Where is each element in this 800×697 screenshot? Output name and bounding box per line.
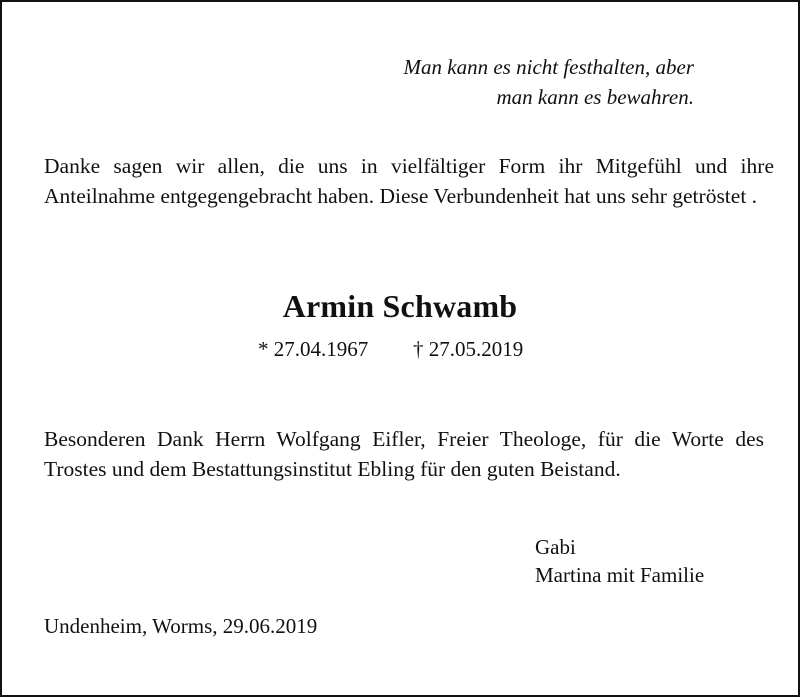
motto-quote [294, 52, 694, 112]
motto-line-2: man kann es bewahren. [496, 85, 694, 109]
thanks-paragraph: Danke sagen wir allen, die uns in vielfältiger Form ihr Mitgefühl und ihre Anteilnahme entgegengebracht haben. Diese Verbundenheit hat uns sehr getröstet . [44, 154, 774, 208]
signer-name: Gabi [535, 535, 576, 559]
deceased-name: Armin Schwamb [282, 288, 518, 324]
signers-block [535, 533, 704, 589]
place-and-date: Undenheim, Worms, 29.06.2019 [44, 614, 318, 638]
death-date: † 27.05.2019 [413, 337, 524, 361]
birth-date: * 27.04.1967 [258, 337, 369, 361]
motto-line-1: Man kann es nicht festhalten, aber [403, 55, 694, 79]
signer-name: Martina mit Familie [535, 563, 705, 587]
special-thanks-paragraph: Besonderen Dank Herrn Wolfgang Eifler, Freier Theologe, für die Worte des Trostes und dem Bestattungsinstitut Ebling für den guten Beistand. [44, 427, 764, 481]
